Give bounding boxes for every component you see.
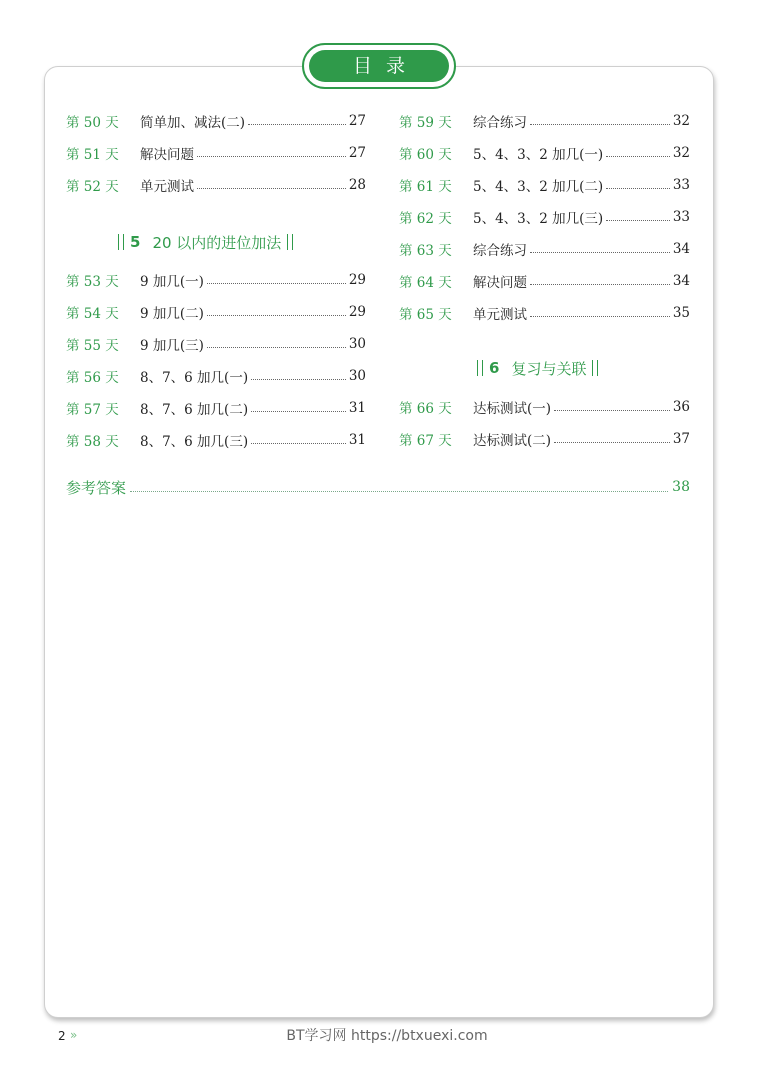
toc-entry[interactable] (399, 142, 690, 164)
entry-day: 第 64 天 (399, 275, 452, 291)
entry-title: 综合练习 (473, 115, 527, 131)
entry-day: 第 61 天 (399, 179, 452, 195)
toc-entry[interactable] (66, 397, 366, 419)
toc-entry[interactable] (66, 110, 366, 132)
entry-title: 综合练习 (473, 243, 527, 259)
entry-page: 36 (672, 399, 690, 415)
entry-day: 第 60 天 (399, 147, 452, 163)
toc-entry[interactable] (399, 428, 690, 450)
dot-leader (530, 124, 670, 125)
toc-entry[interactable] (399, 110, 690, 132)
entry-page: 31 (348, 400, 366, 416)
entry-page: 34 (672, 241, 690, 257)
entry-day: 第 65 天 (399, 307, 452, 323)
entry-day: 第 52 天 (66, 179, 119, 195)
entry-day: 第 67 天 (399, 433, 452, 449)
entry-day: 第 66 天 (399, 401, 452, 417)
dot-leader (606, 220, 670, 221)
toc-entry[interactable] (66, 269, 366, 291)
dot-leader (197, 188, 346, 189)
entry-title: 5、4、3、2 加几(三) (473, 211, 604, 227)
entry-page: 32 (672, 113, 690, 129)
entry-day: 第 53 天 (66, 274, 119, 290)
dot-leader (207, 283, 346, 284)
dot-leader (530, 252, 670, 253)
watermark: BT学习网 https://btxuexi.com (286, 1028, 488, 1044)
section-number: 5 (130, 233, 141, 251)
page-number: 2 (58, 1029, 66, 1043)
entry-day: 第 56 天 (66, 370, 119, 386)
entry-title: 8、7、6 加几(二) (140, 402, 249, 418)
toc-entry[interactable] (66, 429, 366, 451)
dot-leader (251, 411, 346, 412)
dot-leader (530, 316, 670, 317)
section-bar-icon (118, 234, 124, 250)
entry-day: 第 62 天 (399, 211, 452, 227)
entry-title: 8、7、6 加几(三) (140, 434, 249, 450)
entry-title: 单元测试 (473, 307, 527, 323)
entry-page: 27 (348, 145, 366, 161)
entry-title: 9 加几(二) (140, 306, 204, 322)
entry-page: 29 (348, 304, 366, 320)
entry-title: 达标测试(二) (473, 433, 552, 449)
entry-title: 5、4、3、2 加几(一) (473, 147, 604, 163)
entry-page: 34 (672, 273, 690, 289)
entry-day: 第 57 天 (66, 402, 119, 418)
toc-entry[interactable] (66, 333, 366, 355)
answers-label: 参考答案 (66, 478, 127, 497)
section-heading-5 (112, 230, 299, 254)
dot-leader (207, 315, 346, 316)
entry-title: 8、7、6 加几(一) (140, 370, 249, 386)
entry-page: 27 (348, 113, 366, 129)
entry-page: 31 (348, 432, 366, 448)
entry-page: 37 (672, 431, 690, 447)
toc-entry[interactable] (66, 301, 366, 323)
entry-title: 9 加几(三) (140, 338, 204, 354)
chevron-right-icon: » (70, 1028, 78, 1042)
toc-entry[interactable] (399, 302, 690, 324)
section-title: 复习与关联 (511, 359, 587, 378)
entry-title: 单元测试 (140, 179, 194, 195)
entry-page: 30 (348, 336, 366, 352)
section-heading-6 (471, 356, 604, 380)
toc-entry[interactable] (399, 238, 690, 260)
entry-title: 解决问题 (140, 147, 194, 163)
entry-page: 29 (348, 272, 366, 288)
toc-title: 目录 (309, 50, 449, 82)
toc-title-badge (302, 43, 456, 89)
entry-page: 32 (672, 145, 690, 161)
section-bar-icon (477, 360, 483, 376)
section-bar-icon (287, 234, 293, 250)
answers-page: 38 (672, 479, 690, 495)
entry-title: 简单加、减法(二) (140, 115, 246, 131)
dot-leader (606, 188, 670, 189)
entry-title: 5、4、3、2 加几(二) (473, 179, 604, 195)
toc-entry[interactable] (399, 270, 690, 292)
entry-day: 第 51 天 (66, 147, 119, 163)
dot-leader (606, 156, 670, 157)
answers-entry[interactable] (66, 476, 690, 498)
entry-page: 35 (672, 305, 690, 321)
section-title: 20 以内的进位加法 (152, 233, 282, 252)
entry-day: 第 63 天 (399, 243, 452, 259)
dot-leader (251, 379, 346, 380)
toc-entry[interactable] (66, 174, 366, 196)
entry-page: 28 (348, 177, 366, 193)
entry-day: 第 58 天 (66, 434, 119, 450)
dot-leader (554, 410, 670, 411)
entry-page: 33 (672, 177, 690, 193)
entry-title: 达标测试(一) (473, 401, 552, 417)
entry-title: 9 加几(一) (140, 274, 204, 290)
dot-leader (197, 156, 346, 157)
toc-entry[interactable] (399, 206, 690, 228)
dot-leader (248, 124, 346, 125)
section-bar-icon (592, 360, 598, 376)
toc-entry[interactable] (66, 142, 366, 164)
toc-entry[interactable] (399, 174, 690, 196)
section-number: 6 (489, 359, 500, 377)
dot-leader (207, 347, 346, 348)
toc-entry[interactable] (399, 396, 690, 418)
entry-day: 第 55 天 (66, 338, 119, 354)
entry-title: 解决问题 (473, 275, 527, 291)
entry-page: 30 (348, 368, 366, 384)
entry-page: 33 (672, 209, 690, 225)
entry-day: 第 54 天 (66, 306, 119, 322)
dot-leader (554, 442, 670, 443)
toc-entry[interactable] (66, 365, 366, 387)
dot-leader (130, 491, 668, 492)
dot-leader (251, 443, 346, 444)
entry-day: 第 50 天 (66, 115, 119, 131)
dot-leader (530, 284, 670, 285)
entry-day: 第 59 天 (399, 115, 452, 131)
